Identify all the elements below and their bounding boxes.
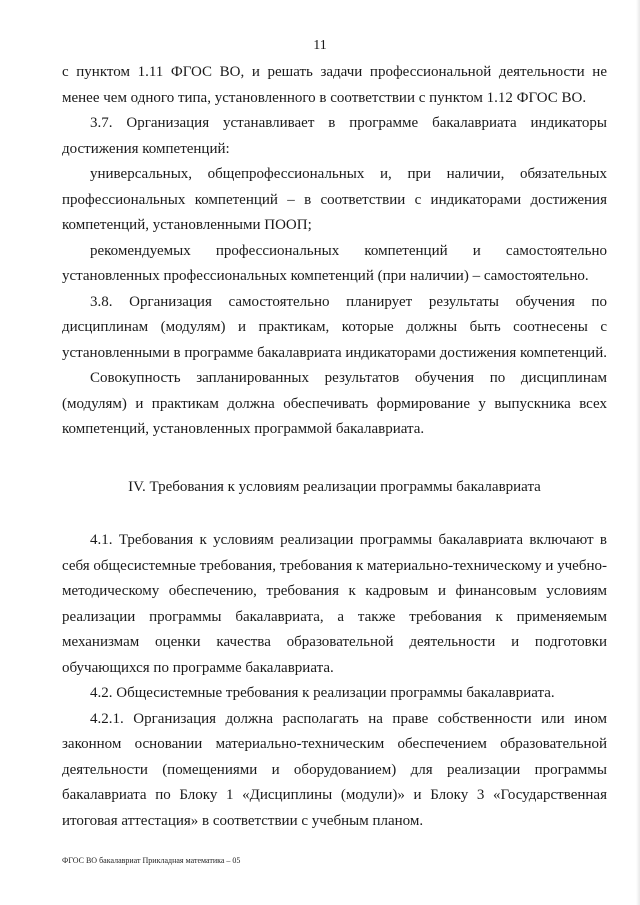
paragraphs-bottom	[62, 528, 607, 834]
paragraph: с пунктом 1.11 ФГОС ВО, и решать задачи профессиональной деятельности не менее чем одного типа, установленного в соответствии с пунктом 1.12 ФГОС ВО.	[62, 64, 607, 106]
paragraph: 4.1. Требования к условиям реализации программы бакалавриата включают в себя общесистемные требования, требования к материально-техническому и учебно-методическому обеспечению, требования к кадровым и финансовым условиям реализации программы бакалавриата, а также требования к применяемым механизмам оценки качества образовательной деятельности и подготовки обучающихся по программе бакалавриата.	[62, 532, 607, 676]
document-footer: ФГОС ВО бакалавриат Прикладная математика – 05	[62, 856, 241, 865]
paragraph: Совокупность запланированных результатов обучения по дисциплинам (модулям) и практикам должна обеспечивать формирование у выпускника всех компетенций, установленных программой бакалавриата.	[62, 370, 607, 437]
paragraphs-top	[62, 60, 607, 443]
section-heading: IV. Требования к условиям реализации программы бакалавриата	[128, 478, 541, 495]
paragraph: 3.7. Организация устанавливает в программе бакалавриата индикаторы достижения компетенций:	[62, 115, 607, 157]
paragraph: 4.2. Общесистемные требования к реализации программы бакалавриата.	[90, 685, 555, 701]
paragraph: 4.2.1. Организация должна располагать на праве собственности или ином законном основании материально-техническим обеспечением образовательной деятельности (помещениями и оборудованием) для реализации программы бакалавриата по Блоку 1 «Дисциплины (модули)» и Блоку 3 «Государственная итоговая аттестация» в соответствии с учебным планом.	[62, 710, 607, 829]
scan-edge-shadow	[636, 0, 640, 905]
paragraph: 3.8. Организация самостоятельно планирует результаты обучения по дисциплинам (модулям) и практикам, которые должны быть соотнесены с установленными в программе бакалавриата индикаторами достижения компетенций.	[62, 293, 607, 361]
page-number: 11	[313, 38, 327, 53]
paragraph: рекомендуемых профессиональных компетенций и самостоятельно установленных профессиональных компетенций (при наличии) – самостоятельно.	[62, 242, 607, 284]
document-body	[62, 60, 607, 834]
paragraph: универсальных, общепрофессиональных и, при наличии, обязательных профессиональных компетенций – в соответствии с индикаторами достижения компетенций, установленными ПООП;	[62, 166, 607, 233]
